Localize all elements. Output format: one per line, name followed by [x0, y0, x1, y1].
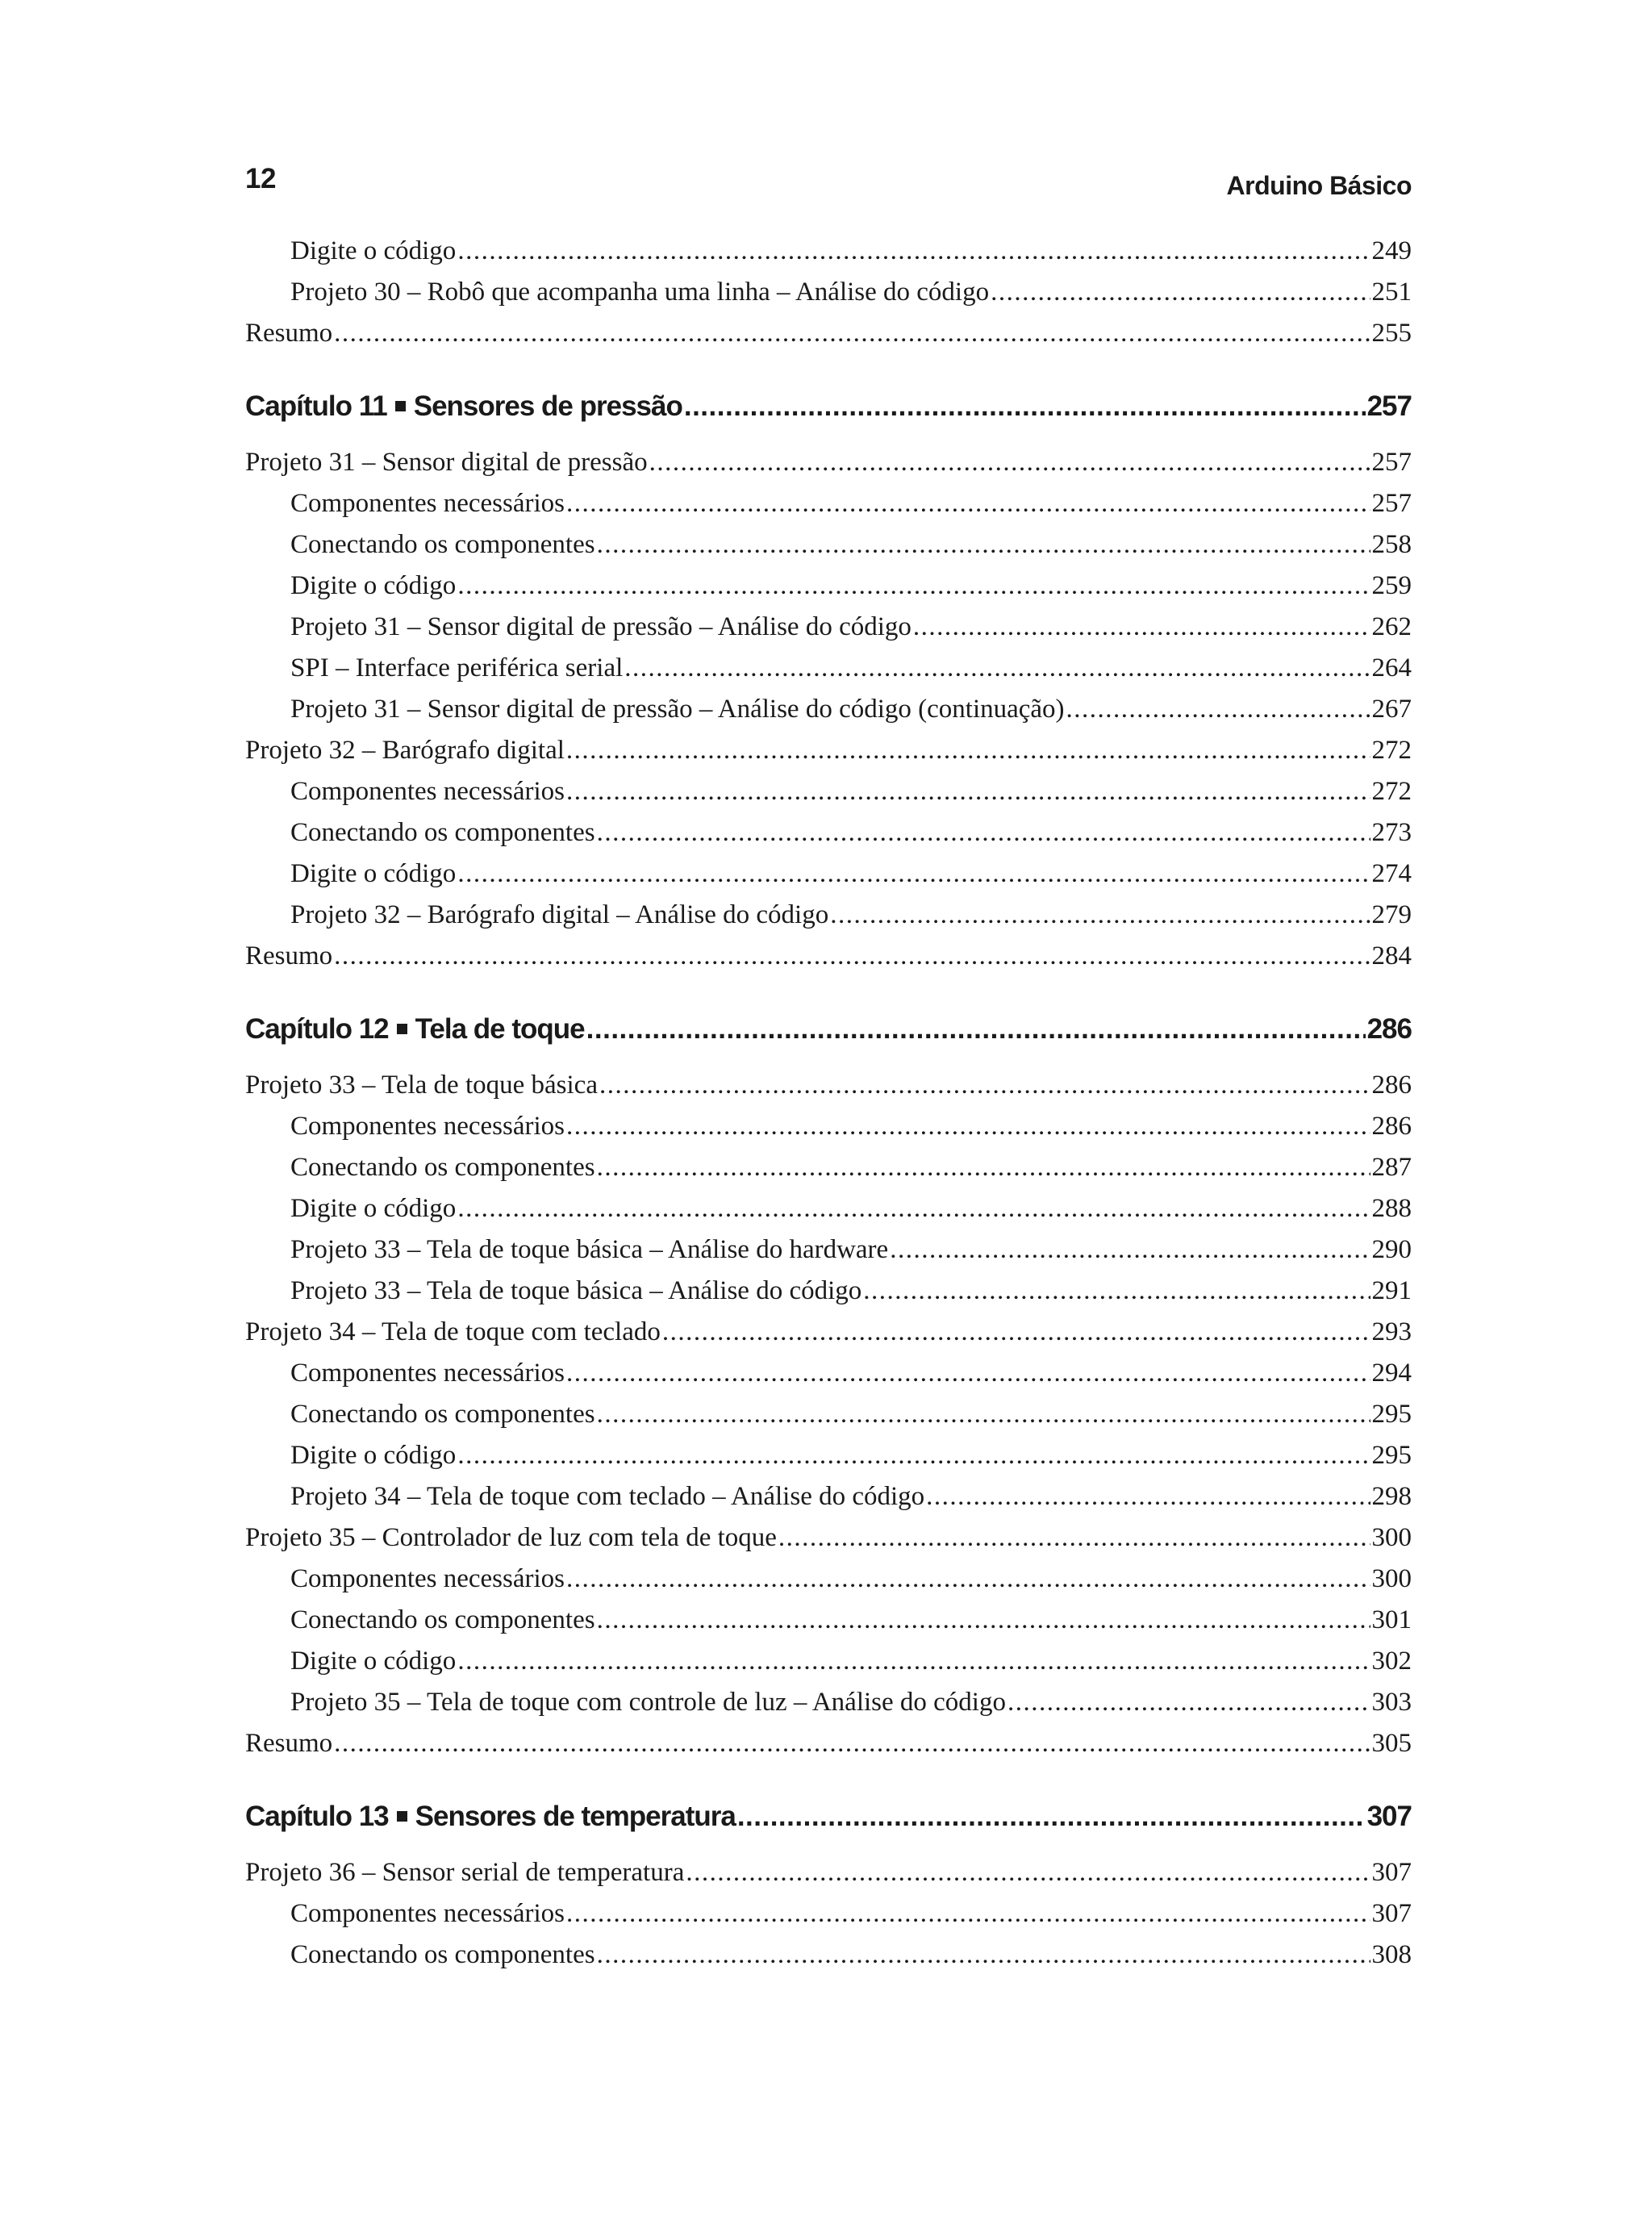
dot-leader	[566, 483, 1370, 524]
dot-leader	[1066, 689, 1370, 730]
toc-entry	[245, 895, 1412, 936]
toc-page-number: 287	[1371, 1153, 1412, 1182]
toc-entry	[245, 1106, 1412, 1147]
toc-entry-title: Componentes necessários	[290, 489, 565, 518]
toc-entry	[245, 566, 1412, 607]
page-number: 12	[245, 163, 276, 194]
toc-entry	[245, 648, 1412, 689]
toc-entry	[245, 1641, 1412, 1682]
dot-leader	[597, 1394, 1370, 1435]
dot-leader	[926, 1476, 1370, 1517]
toc-entry	[245, 1723, 1412, 1764]
toc-entry-title: Digite o código	[290, 236, 457, 265]
dot-leader	[662, 1312, 1370, 1353]
chapter-title: Sensores de temperatura	[415, 1801, 736, 1832]
toc-page-number: 307	[1371, 1899, 1412, 1928]
toc-entry-title: SPI – Interface periférica serial	[290, 653, 624, 682]
toc-entry-title: Projeto 35 – Tela de toque com controle de luz – Análise do código	[290, 1688, 1006, 1717]
toc-entry	[245, 483, 1412, 524]
toc-entry	[245, 730, 1412, 771]
toc-entry-title: Resumo	[245, 319, 333, 348]
toc-page-number: 305	[1371, 1729, 1412, 1758]
toc-entry-title: Componentes necessários	[290, 1359, 565, 1388]
toc-entry	[245, 1517, 1412, 1559]
table-of-contents	[245, 231, 1412, 1976]
toc-entry	[245, 1559, 1412, 1600]
chapter-number: Capítulo 12	[245, 1013, 389, 1045]
toc-page-number: 249	[1371, 236, 1412, 265]
toc-page-number: 290	[1371, 1235, 1412, 1264]
toc-page-number: 300	[1371, 1523, 1412, 1552]
dot-leader	[566, 1559, 1370, 1600]
running-head	[245, 158, 1412, 231]
toc-page-number: 288	[1371, 1194, 1412, 1223]
toc-entry-title: Projeto 33 – Tela de toque básica – Análise do código	[290, 1276, 862, 1305]
dot-leader	[457, 1188, 1370, 1229]
toc-entry	[245, 1600, 1412, 1641]
toc-entry	[245, 1271, 1412, 1312]
dot-leader	[566, 771, 1370, 812]
dot-leader	[457, 1641, 1370, 1682]
toc-entry	[245, 854, 1412, 895]
toc-entry-title: Resumo	[245, 941, 333, 970]
dot-leader	[599, 1065, 1370, 1106]
dot-leader	[457, 231, 1370, 272]
toc-page-number: 286	[1371, 1071, 1412, 1100]
toc-page-number: 274	[1371, 859, 1412, 888]
dot-leader	[457, 566, 1370, 607]
toc-page-number: 251	[1371, 278, 1412, 307]
dot-leader	[597, 1935, 1370, 1976]
toc-entry	[245, 1312, 1412, 1353]
toc-page-number: 301	[1371, 1605, 1412, 1634]
toc-entry-title: Projeto 33 – Tela de toque básica	[245, 1071, 598, 1100]
toc-entry	[245, 1147, 1412, 1188]
dot-leader	[737, 1792, 1366, 1841]
dot-leader	[991, 272, 1370, 313]
dot-leader	[566, 1893, 1370, 1935]
toc-entry-title: Digite o código	[290, 571, 457, 600]
toc-entry-title: Resumo	[245, 1729, 333, 1758]
toc-page-number: 286	[1366, 1013, 1412, 1045]
toc-entry-title: Digite o código	[290, 859, 457, 888]
toc-entry	[245, 607, 1412, 648]
dot-leader	[684, 382, 1366, 431]
toc-entry	[245, 1065, 1412, 1106]
toc-entry-title: Digite o código	[290, 1441, 457, 1470]
chapter-title: Sensores de pressão	[413, 390, 682, 422]
toc-entry-title: Projeto 33 – Tela de toque básica – Análise do hardware	[290, 1235, 889, 1264]
toc-entry	[245, 1394, 1412, 1435]
dot-leader	[566, 1353, 1370, 1394]
dot-leader	[890, 1229, 1370, 1271]
toc-entry-title: Projeto 31 – Sensor digital de pressão – Análise do código	[290, 612, 912, 641]
toc-entry-title: Componentes necessários	[290, 1112, 565, 1141]
toc-entry	[245, 442, 1412, 483]
toc-entry-title: Componentes necessários	[290, 1564, 565, 1593]
toc-entry-title: Projeto 35 – Controlador de luz com tela de toque	[245, 1523, 777, 1552]
toc-chapter-entry	[245, 1004, 1412, 1054]
toc-entry	[245, 689, 1412, 730]
toc-page-number: 257	[1371, 489, 1412, 518]
toc-entry-title: Projeto 31 – Sensor digital de pressão – Análise do código (continuação)	[290, 695, 1065, 724]
toc-entry-title: Conectando os componentes	[290, 530, 595, 559]
toc-page-number: 272	[1371, 777, 1412, 806]
toc-entry	[245, 524, 1412, 566]
toc-entry-title: Conectando os componentes	[290, 818, 595, 847]
book-title: Arduino Básico	[1226, 171, 1412, 200]
dot-leader	[597, 1147, 1370, 1188]
toc-entry-title: Projeto 34 – Tela de toque com teclado – Análise do código	[290, 1482, 925, 1511]
toc-entry-title: Conectando os componentes	[290, 1940, 595, 1969]
toc-entry	[245, 1893, 1412, 1935]
toc-page-number: 255	[1371, 319, 1412, 348]
dot-leader	[334, 1723, 1370, 1764]
dot-leader	[457, 1435, 1370, 1476]
toc-entry-title: Projeto 36 – Sensor serial de temperatura	[245, 1858, 685, 1887]
chapter-heading	[245, 382, 684, 431]
chapter-number: Capítulo 13	[245, 1801, 389, 1832]
toc-entry-title: Digite o código	[290, 1647, 457, 1676]
toc-entry	[245, 1476, 1412, 1517]
toc-page-number: 284	[1371, 941, 1412, 970]
toc-entry	[245, 272, 1412, 313]
toc-page-number: 273	[1371, 818, 1412, 847]
toc-page-number: 267	[1371, 695, 1412, 724]
toc-chapter-entry	[245, 1792, 1412, 1841]
dot-leader	[686, 1852, 1370, 1893]
dot-leader	[624, 648, 1370, 689]
dot-leader	[778, 1517, 1370, 1559]
toc-entry	[245, 936, 1412, 977]
toc-page-number: 295	[1371, 1441, 1412, 1470]
dot-leader	[597, 812, 1370, 854]
dot-leader	[1007, 1682, 1370, 1723]
toc-entry-title: Componentes necessários	[290, 777, 565, 806]
toc-entry-title: Digite o código	[290, 1194, 457, 1223]
toc-page-number: 293	[1371, 1317, 1412, 1346]
toc-entry	[245, 1435, 1412, 1476]
toc-entry-title: Projeto 30 – Robô que acompanha uma linha – Análise do código	[290, 278, 990, 307]
dot-leader	[649, 442, 1370, 483]
toc-page-number: 294	[1371, 1359, 1412, 1388]
dot-leader	[863, 1271, 1370, 1312]
toc-chapter-entry	[245, 382, 1412, 431]
toc-entry	[245, 771, 1412, 812]
dot-leader	[334, 936, 1370, 977]
dot-leader	[457, 854, 1370, 895]
chapter-title: Tela de toque	[415, 1013, 585, 1045]
chapter-heading	[245, 1792, 737, 1841]
toc-page-number: 286	[1371, 1112, 1412, 1141]
toc-page-number: 257	[1366, 390, 1412, 422]
toc-entry	[245, 231, 1412, 272]
toc-entry	[245, 1935, 1412, 1976]
toc-page-number: 295	[1371, 1400, 1412, 1429]
toc-page-number: 303	[1371, 1688, 1412, 1717]
dot-leader	[566, 1106, 1370, 1147]
toc-entry-title: Conectando os componentes	[290, 1153, 595, 1182]
toc-page-number: 291	[1371, 1276, 1412, 1305]
dot-leader	[334, 313, 1370, 354]
toc-page-number: 300	[1371, 1564, 1412, 1593]
dot-leader	[830, 895, 1370, 936]
toc-entry-title: Conectando os componentes	[290, 1605, 595, 1634]
chapter-number: Capítulo 11	[245, 390, 387, 422]
toc-entry	[245, 1353, 1412, 1394]
book-page	[245, 158, 1412, 1976]
dot-leader	[597, 1600, 1370, 1641]
toc-entry-title: Projeto 32 – Barógrafo digital	[245, 736, 565, 765]
toc-entry-title: Componentes necessários	[290, 1899, 565, 1928]
toc-page-number: 258	[1371, 530, 1412, 559]
toc-page-number: 262	[1371, 612, 1412, 641]
dot-leader	[913, 607, 1370, 648]
dot-leader	[566, 730, 1370, 771]
chapter-separator-square-icon	[397, 1024, 407, 1034]
toc-entry-title: Conectando os componentes	[290, 1400, 595, 1429]
toc-page-number: 259	[1371, 571, 1412, 600]
toc-entry	[245, 313, 1412, 354]
toc-page-number: 264	[1371, 653, 1412, 682]
dot-leader	[597, 524, 1370, 566]
toc-page-number: 298	[1371, 1482, 1412, 1511]
toc-entry	[245, 1229, 1412, 1271]
toc-page-number: 307	[1371, 1858, 1412, 1887]
dot-leader	[586, 1004, 1366, 1054]
toc-entry-title: Projeto 31 – Sensor digital de pressão	[245, 448, 648, 477]
chapter-separator-square-icon	[395, 401, 406, 411]
toc-entry-title: Projeto 34 – Tela de toque com teclado	[245, 1317, 661, 1346]
toc-entry	[245, 1682, 1412, 1723]
toc-page-number: 307	[1366, 1801, 1412, 1832]
chapter-heading	[245, 1004, 586, 1054]
toc-page-number: 257	[1371, 448, 1412, 477]
toc-page-number: 308	[1371, 1940, 1412, 1969]
toc-page-number: 302	[1371, 1647, 1412, 1676]
toc-entry	[245, 1188, 1412, 1229]
toc-entry-title: Projeto 32 – Barógrafo digital – Análise do código	[290, 900, 829, 929]
chapter-separator-square-icon	[397, 1811, 407, 1822]
toc-page-number: 279	[1371, 900, 1412, 929]
toc-entry	[245, 1852, 1412, 1893]
toc-page-number: 272	[1371, 736, 1412, 765]
toc-entry	[245, 812, 1412, 854]
